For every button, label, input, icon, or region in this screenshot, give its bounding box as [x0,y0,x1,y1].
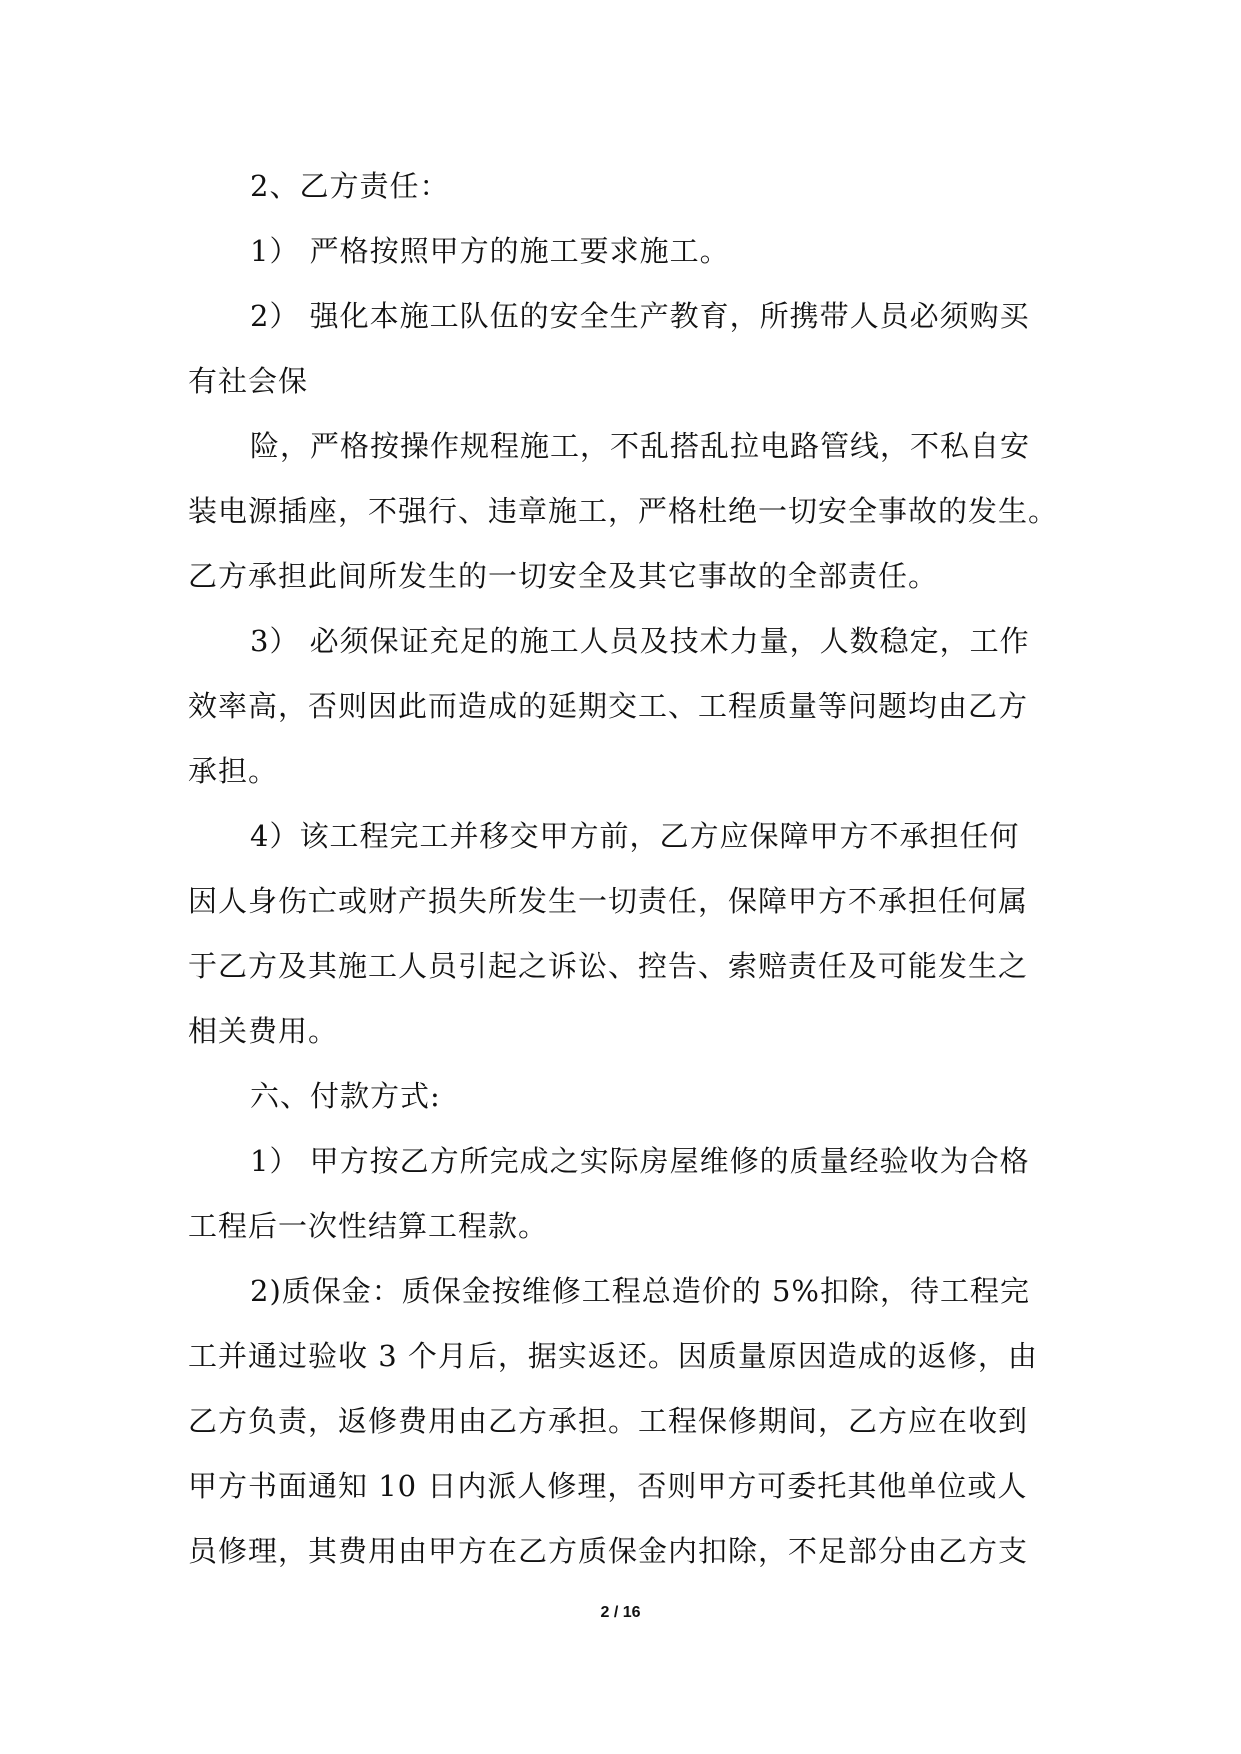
text-line: 乙方负责，返修费用由乙方承担。工程保修期间，乙方应在收到 [188,1404,1029,1438]
text-line: 效率高，否则因此而造成的延期交工、工程质量等问题均由乙方 [188,689,1029,723]
text-line: 甲方书面通知 10 日内派人修理，否则甲方可委托其他单位或人 [188,1469,1028,1503]
text-line: 承担。 [188,754,279,788]
text-line: 六、付款方式: [250,1079,441,1113]
text-line: 2、乙方责任： [250,169,450,203]
text-line: 1） 严格按照甲方的施工要求施工。 [250,234,730,268]
text-line: 险，严格按操作规程施工，不乱搭乱拉电路管线，不私自安 [250,429,1031,463]
page-number: 2 / 16 [600,1604,641,1621]
document-body [188,154,1059,1584]
text-line: 2） 强化本施工队伍的安全生产教育，所携带人员必须购买 [250,299,1030,333]
text-line: 装电源插座，不强行、违章施工，严格杜绝一切安全事故的发生。 [188,494,1059,528]
text-line: 工并通过验收 3 个月后，据实返还。因质量原因造成的返修，由 [188,1339,1038,1373]
text-line: 工程后一次性结算工程款。 [188,1209,549,1243]
text-line: 相关费用。 [188,1014,339,1048]
text-line: 4）该工程完工并移交甲方前，乙方应保障甲方不承担任何 [250,819,1020,853]
text-line: 因人身伤亡或财产损失所发生一切责任，保障甲方不承担任何属 [188,884,1029,918]
text-line: 3） 必须保证充足的施工人员及技术力量，人数稳定，工作 [250,624,1030,658]
text-line: 于乙方及其施工人员引起之诉讼、控告、索赔责任及可能发生之 [188,949,1029,983]
text-line: 乙方承担此间所发生的一切安全及其它事故的全部责任。 [188,559,939,593]
text-line: 员修理，其费用由甲方在乙方质保金内扣除，不足部分由乙方支 [188,1534,1029,1568]
text-line: 2)质保金：质保金按维修工程总造价的 5%扣除，待工程完 [250,1274,1030,1308]
text-line: 1） 甲方按乙方所完成之实际房屋维修的质量经验收为合格 [250,1144,1030,1178]
text-line: 有社会保 [188,364,309,398]
